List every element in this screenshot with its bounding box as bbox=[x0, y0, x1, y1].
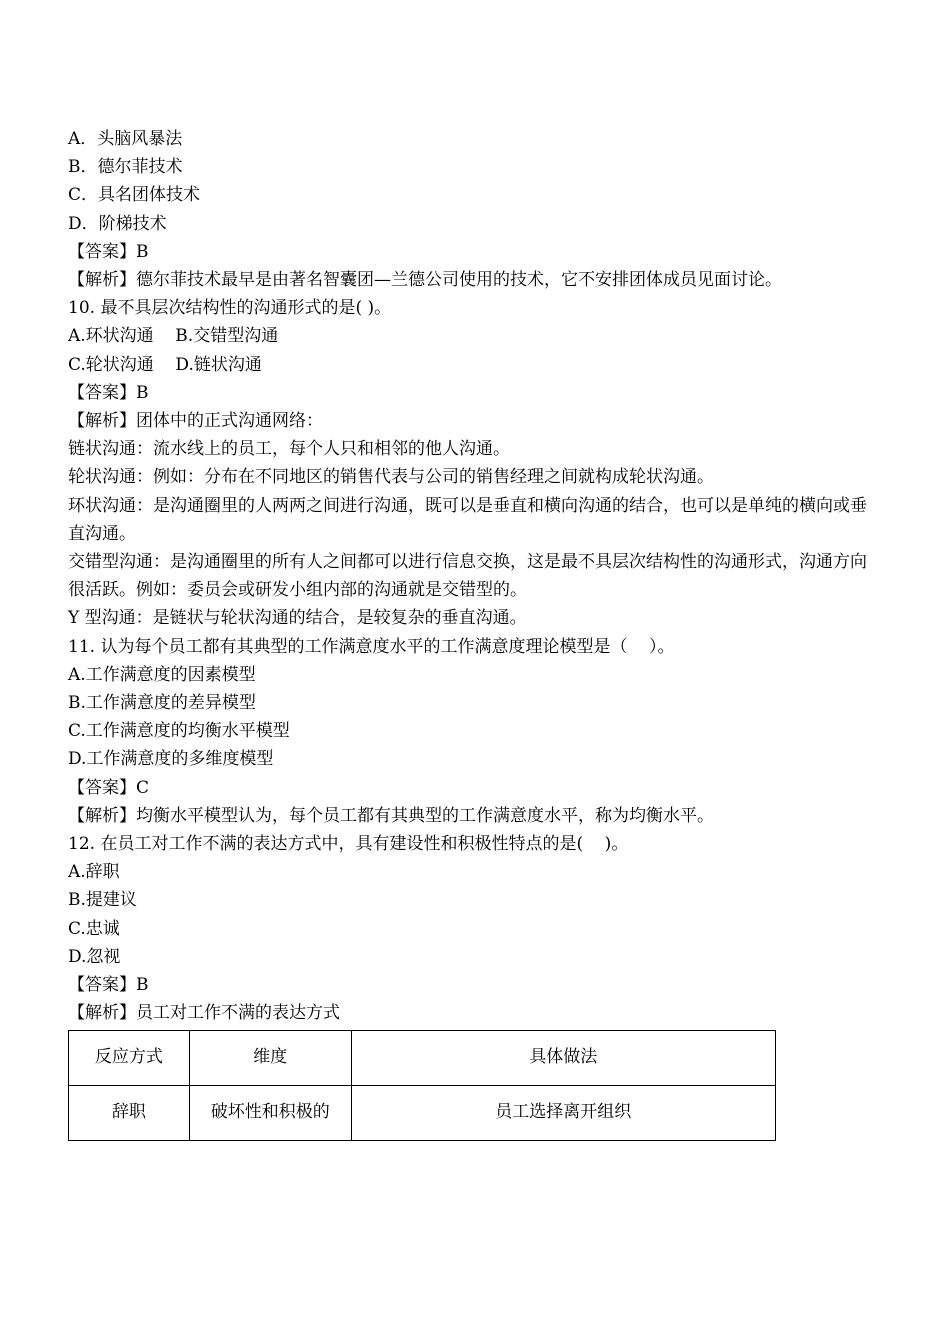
q10-item-circle: 环状沟通：是沟通圈里的人两两之间进行沟通，既可以是垂直和横向沟通的结合，也可以是单纯的横向或垂直沟通。 bbox=[68, 495, 867, 544]
table-header-row bbox=[69, 1030, 776, 1085]
q11-option-c: C.工作满意度的均衡水平模型 bbox=[68, 721, 290, 742]
q11-analysis: 【解析】均衡水平模型认为，每个员工都有其典型的工作满意度水平，称为均衡水平。 bbox=[68, 805, 714, 826]
table-cell: 员工选择离开组织 bbox=[351, 1085, 775, 1140]
q9-analysis: 【解析】德尔菲技术最早是由著名智囊团—兰德公司使用的技术，它不安排团体成员见面讨论。 bbox=[68, 270, 782, 291]
q12-option-b: B.提建议 bbox=[68, 890, 137, 911]
q10-item-allchannel: 交错型沟通：是沟通圈里的所有人之间都可以进行信息交换，这是最不具层次结构性的沟通形式，沟通方向很活跃。例如：委员会或研发小组内部的沟通就是交错型的。 bbox=[68, 552, 867, 601]
q11-option-b: B.工作满意度的差异模型 bbox=[68, 693, 256, 714]
document-page bbox=[68, 125, 868, 1141]
table-cell: 破坏性和积极的 bbox=[189, 1085, 351, 1140]
q10-options-row1: A.环状沟通 B.交错型沟通 bbox=[68, 326, 279, 347]
q10-item-y: Y 型沟通：是链状与轮状沟通的结合，是较复杂的垂直沟通。 bbox=[68, 608, 527, 629]
q10-item-wheel: 轮状沟通：例如：分布在不同地区的销售代表与公司的销售经理之间就构成轮状沟通。 bbox=[68, 467, 714, 488]
table-header-cell: 具体做法 bbox=[351, 1030, 775, 1085]
q9-option-d: D．阶梯技术 bbox=[68, 213, 167, 234]
q10-answer: 【答案】B bbox=[68, 382, 149, 403]
q10-question: 10. 最不具层次结构性的沟通形式的是( )。 bbox=[68, 298, 392, 319]
table-cell: 辞职 bbox=[69, 1085, 190, 1140]
q12-question: 12. 在员工对工作不满的表达方式中，具有建设性和积极性特点的是( )。 bbox=[68, 834, 629, 855]
q10-item-chain: 链状沟通：流水线上的员工，每个人只和相邻的他人沟通。 bbox=[68, 439, 510, 460]
table-header-cell: 维度 bbox=[189, 1030, 351, 1085]
q12-option-d: D.忽视 bbox=[68, 946, 121, 967]
q9-answer: 【答案】B bbox=[68, 241, 149, 262]
q11-option-a: A.工作满意度的因素模型 bbox=[68, 664, 256, 685]
q9-option-a: A．头脑风暴法 bbox=[68, 129, 183, 149]
q9-option-b: B．德尔菲技术 bbox=[68, 157, 183, 178]
q11-option-d: D.工作满意度的多维度模型 bbox=[68, 749, 274, 770]
table-header-cell: 反应方式 bbox=[69, 1030, 190, 1085]
q12-option-c: C.忠诚 bbox=[68, 918, 120, 939]
q12-answer: 【答案】B bbox=[68, 975, 149, 996]
q12-analysis: 【解析】员工对工作不满的表达方式 bbox=[68, 1003, 340, 1024]
table-row bbox=[69, 1085, 776, 1140]
response-table bbox=[68, 1030, 776, 1141]
q10-options-row2: C.轮状沟通 D.链状沟通 bbox=[68, 354, 262, 375]
q9-option-c: C．具名团体技术 bbox=[68, 185, 201, 206]
q10-analysis-intro: 【解析】团体中的正式沟通网络： bbox=[68, 411, 323, 432]
q11-question: 11. 认为每个员工都有其典型的工作满意度水平的工作满意度理论模型是（ ）。 bbox=[68, 636, 675, 657]
q11-answer: 【答案】C bbox=[68, 777, 150, 798]
q12-option-a: A.辞职 bbox=[68, 862, 120, 883]
